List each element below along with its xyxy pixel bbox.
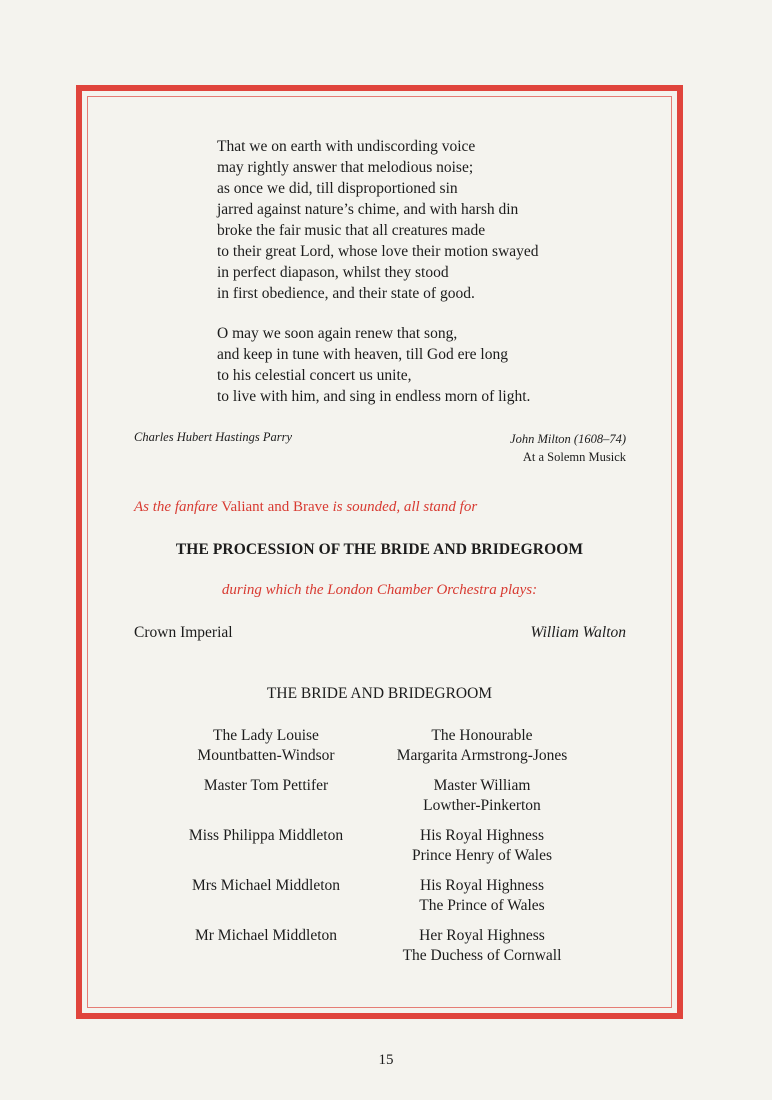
composer-credit: Charles Hubert Hastings Parry: [134, 430, 292, 444]
party-name-line: The Duchess of Cornwall: [402, 947, 562, 964]
party-name-line: Master William: [433, 777, 531, 794]
verse-line: broke the fair music that all creatures made: [217, 222, 486, 239]
party-left: [166, 826, 366, 846]
hymn-text: [217, 136, 539, 407]
verse-line: jarred against nature’s chime, and with harsh din: [217, 201, 519, 218]
party-name-line: His Royal Highness: [420, 827, 544, 844]
music-composer: William Walton: [530, 624, 626, 641]
music-title: Crown Imperial: [134, 624, 233, 641]
party-name-line: Mrs Michael Middleton: [191, 877, 341, 894]
verse-line: may rightly answer that melodious noise;: [217, 159, 474, 176]
fanfare-instruction: [134, 499, 477, 516]
verse-line: in perfect diapason, whilst they stood: [217, 264, 449, 281]
fanfare-suffix: is sounded, all stand for: [328, 499, 478, 515]
fanfare-prefix: As the fanfare: [134, 499, 222, 515]
stanza-2: [217, 323, 539, 407]
party-right: [382, 926, 582, 966]
author-credit: John Milton (1608–74): [510, 432, 626, 446]
party-name-line: Prince Henry of Wales: [411, 847, 553, 864]
party-row: [0, 776, 772, 816]
party-name-line: Lowther-Pinkerton: [423, 797, 541, 814]
party-name-line: Margarita Armstrong-Jones: [396, 747, 568, 764]
procession-heading: THE PROCESSION OF THE BRIDE AND BRIDEGROOM: [175, 541, 584, 558]
party-name-line: His Royal Highness: [420, 877, 544, 894]
page-number: 15: [378, 1052, 394, 1068]
verse-line: and keep in tune with heaven, till God ere long: [217, 346, 508, 363]
party-right: [382, 776, 582, 816]
verse-line: O may we soon again renew that song,: [217, 325, 458, 342]
stanza-1: [217, 136, 539, 304]
orchestra-note: during which the London Chamber Orchestra plays:: [221, 582, 538, 598]
verse-line: as once we did, till disproportioned sin: [217, 180, 458, 197]
procession-party: [0, 726, 772, 964]
party-name-line: The Prince of Wales: [419, 897, 545, 914]
party-right: [382, 876, 582, 916]
verse-line: in first obedience, and their state of good.: [217, 285, 475, 302]
verse-line: That we on earth with undiscording voice: [217, 138, 476, 155]
party-row: [0, 926, 772, 966]
text-credit: [510, 430, 626, 466]
party-row: [0, 826, 772, 866]
party-name-line: Mr Michael Middleton: [194, 927, 338, 944]
party-name-line: The Honourable: [431, 727, 533, 744]
party-row: [0, 876, 772, 916]
verse-line: to live with him, and sing in endless morn of light.: [217, 388, 531, 405]
party-right: [382, 726, 582, 766]
party-name-line: The Lady Louise: [213, 727, 319, 744]
bride-groom-heading: THE BRIDE AND BRIDEGROOM: [266, 685, 493, 702]
party-left: [166, 726, 366, 766]
fanfare-title: Valiant and Brave: [221, 499, 329, 515]
party-left: [166, 926, 366, 946]
party-left: [166, 776, 366, 796]
party-row: [0, 726, 772, 766]
party-left: [166, 876, 366, 896]
party-name-line: Her Royal Highness: [419, 927, 545, 944]
verse-line: to his celestial concert us unite,: [217, 367, 412, 384]
party-name-line: Master Tom Pettifer: [203, 777, 329, 794]
party-right: [382, 826, 582, 866]
party-name-line: Mountbatten-Windsor: [197, 747, 335, 764]
verse-line: to their great Lord, whose love their motion swayed: [217, 243, 539, 260]
source-title: At a Solemn Musick: [522, 450, 626, 464]
party-name-line: Miss Philippa Middleton: [188, 827, 344, 844]
